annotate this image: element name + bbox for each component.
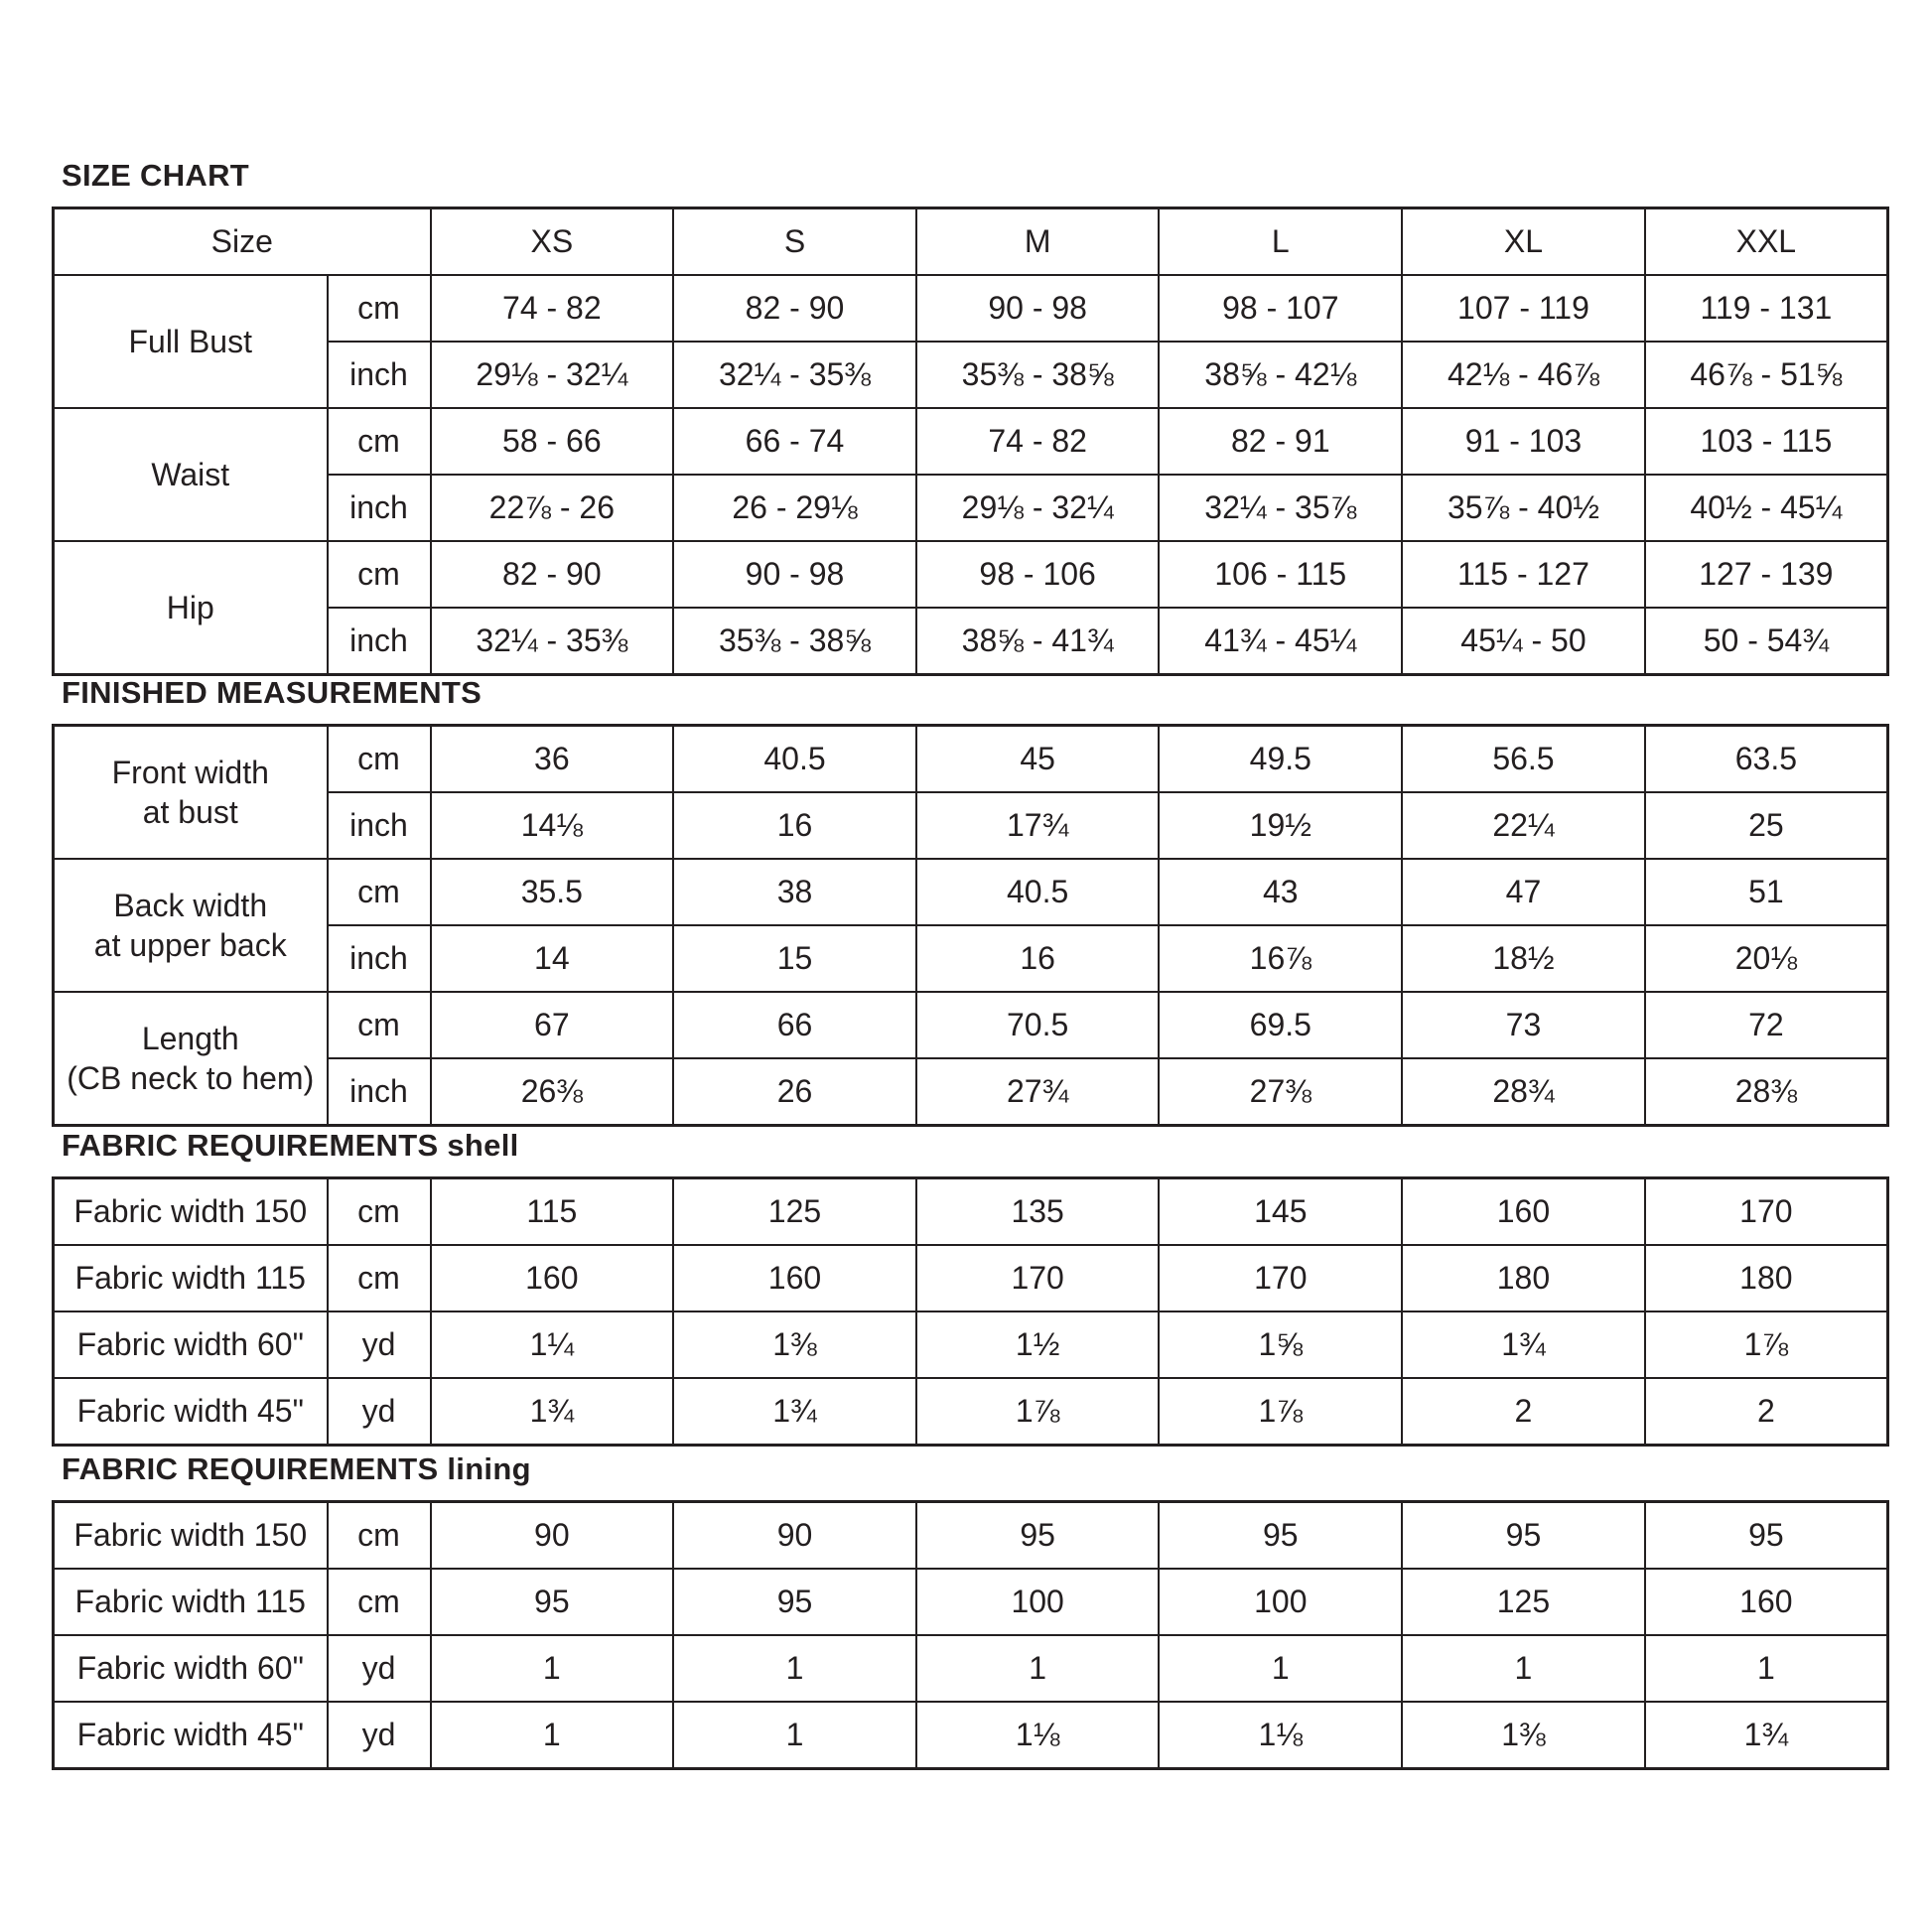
value-cell: 160 xyxy=(1402,1178,1645,1246)
value-cell: 38⅝ - 41¾ xyxy=(916,608,1160,675)
label-line: (CB neck to hem) xyxy=(67,1060,315,1096)
size-chart-title: SIZE CHART xyxy=(62,158,249,193)
fabric-shell-table xyxy=(52,1176,1889,1447)
value-cell: 40.5 xyxy=(673,726,916,793)
fabric-width-label: Fabric width 115 xyxy=(54,1569,328,1635)
value-cell: 180 xyxy=(1402,1245,1645,1311)
value-cell: 1⅝ xyxy=(1159,1311,1402,1378)
value-cell: 160 xyxy=(431,1245,674,1311)
value-cell: 27¾ xyxy=(916,1058,1160,1126)
value-cell: 69.5 xyxy=(1159,992,1402,1058)
measurement-label xyxy=(54,726,328,860)
value-cell: 29⅛ - 32¼ xyxy=(916,475,1160,541)
table-row xyxy=(54,1058,1888,1126)
value-cell: 100 xyxy=(1159,1569,1402,1635)
value-cell: 41¾ - 45¼ xyxy=(1159,608,1402,675)
unit-cell: cm xyxy=(328,1502,431,1570)
value-cell: 1¾ xyxy=(673,1378,916,1446)
table-row xyxy=(54,792,1888,859)
table-row xyxy=(54,608,1888,675)
value-cell: 98 - 106 xyxy=(916,541,1160,608)
value-cell: 1¾ xyxy=(431,1378,674,1446)
label-line: Front width xyxy=(111,755,269,790)
value-cell: 125 xyxy=(673,1178,916,1246)
value-cell: 125 xyxy=(1402,1569,1645,1635)
value-cell: 1 xyxy=(431,1635,674,1702)
unit-cell: cm xyxy=(328,1569,431,1635)
value-cell: 56.5 xyxy=(1402,726,1645,793)
unit-cell: cm xyxy=(328,859,431,925)
value-cell: 82 - 90 xyxy=(431,541,674,608)
value-cell: 28¾ xyxy=(1402,1058,1645,1126)
table-row xyxy=(54,1311,1888,1378)
value-cell: 119 - 131 xyxy=(1645,275,1888,342)
value-cell: 1⅛ xyxy=(1159,1702,1402,1769)
unit-cell: cm xyxy=(328,726,431,793)
value-cell: 32¼ - 35⅞ xyxy=(1159,475,1402,541)
value-cell: 51 xyxy=(1645,859,1888,925)
value-cell: 14⅛ xyxy=(431,792,674,859)
table-row xyxy=(54,1378,1888,1446)
fabric-width-label: Fabric width 150 xyxy=(54,1502,328,1570)
value-cell: 90 - 98 xyxy=(916,275,1160,342)
label-line: at bust xyxy=(142,794,238,830)
value-cell: 50 - 54¾ xyxy=(1645,608,1888,675)
value-cell: 45 xyxy=(916,726,1160,793)
fabric-width-label: Fabric width 60" xyxy=(54,1311,328,1378)
table-row xyxy=(54,925,1888,992)
value-cell: 1¾ xyxy=(1402,1311,1645,1378)
unit-cell: inch xyxy=(328,925,431,992)
size-header-label: Size xyxy=(54,208,431,276)
unit-cell: yd xyxy=(328,1702,431,1769)
value-cell: 22¼ xyxy=(1402,792,1645,859)
value-cell: 26 - 29⅛ xyxy=(673,475,916,541)
value-cell: 29⅛ - 32¼ xyxy=(431,342,674,408)
value-cell: 16⅞ xyxy=(1159,925,1402,992)
value-cell: 135 xyxy=(916,1178,1160,1246)
value-cell: 70.5 xyxy=(916,992,1160,1058)
value-cell: 66 - 74 xyxy=(673,408,916,475)
value-cell: 67 xyxy=(431,992,674,1058)
unit-cell: cm xyxy=(328,408,431,475)
value-cell: 145 xyxy=(1159,1178,1402,1246)
fabric-width-label: Fabric width 115 xyxy=(54,1245,328,1311)
value-cell: 107 - 119 xyxy=(1402,275,1645,342)
table-row xyxy=(54,992,1888,1058)
fabric-lining-title-main: FABRIC REQUIREMENTS xyxy=(62,1451,439,1486)
table-row xyxy=(54,1245,1888,1311)
finished-measurements-title: FINISHED MEASUREMENTS xyxy=(62,675,483,710)
table-row xyxy=(54,1502,1888,1570)
value-cell: 66 xyxy=(673,992,916,1058)
value-cell: 45¼ - 50 xyxy=(1402,608,1645,675)
value-cell: 73 xyxy=(1402,992,1645,1058)
value-cell: 1½ xyxy=(916,1311,1160,1378)
value-cell: 35.5 xyxy=(431,859,674,925)
label-line: at upper back xyxy=(93,927,287,963)
table-row xyxy=(54,726,1888,793)
value-cell: 35⅞ - 40½ xyxy=(1402,475,1645,541)
value-cell: 43 xyxy=(1159,859,1402,925)
value-cell: 100 xyxy=(916,1569,1160,1635)
value-cell: 63.5 xyxy=(1645,726,1888,793)
value-cell: 1⅞ xyxy=(1159,1378,1402,1446)
value-cell: 14 xyxy=(431,925,674,992)
value-cell: 106 - 115 xyxy=(1159,541,1402,608)
value-cell: 18½ xyxy=(1402,925,1645,992)
fabric-width-label: Fabric width 45" xyxy=(54,1378,328,1446)
value-cell: 38 xyxy=(673,859,916,925)
value-cell: 91 - 103 xyxy=(1402,408,1645,475)
value-cell: 170 xyxy=(916,1245,1160,1311)
value-cell: 95 xyxy=(1159,1502,1402,1570)
value-cell: 58 - 66 xyxy=(431,408,674,475)
value-cell: 160 xyxy=(673,1245,916,1311)
value-cell: 15 xyxy=(673,925,916,992)
value-cell: 160 xyxy=(1645,1569,1888,1635)
value-cell: 90 xyxy=(431,1502,674,1570)
value-cell: 1 xyxy=(916,1635,1160,1702)
size-header-cell: XL xyxy=(1402,208,1645,276)
table-row xyxy=(54,1569,1888,1635)
value-cell: 95 xyxy=(673,1569,916,1635)
measurement-label xyxy=(54,859,328,992)
value-cell: 27⅜ xyxy=(1159,1058,1402,1126)
label-line: Back width xyxy=(113,888,268,923)
unit-cell: inch xyxy=(328,475,431,541)
fabric-width-label: Fabric width 60" xyxy=(54,1635,328,1702)
table-row xyxy=(54,475,1888,541)
value-cell: 1⅞ xyxy=(1645,1311,1888,1378)
value-cell: 90 - 98 xyxy=(673,541,916,608)
fabric-shell-title-main: FABRIC REQUIREMENTS xyxy=(62,1128,439,1163)
value-cell: 16 xyxy=(673,792,916,859)
unit-cell: yd xyxy=(328,1378,431,1446)
fabric-shell-title-suffix: shell xyxy=(447,1128,519,1163)
unit-cell: inch xyxy=(328,342,431,408)
measurement-label: Full Bust xyxy=(54,275,328,408)
value-cell: 25 xyxy=(1645,792,1888,859)
value-cell: 74 - 82 xyxy=(916,408,1160,475)
value-cell: 95 xyxy=(1402,1502,1645,1570)
table-row xyxy=(54,1702,1888,1769)
table-row xyxy=(54,541,1888,608)
table-row xyxy=(54,408,1888,475)
value-cell: 40½ - 45¼ xyxy=(1645,475,1888,541)
value-cell: 1¼ xyxy=(431,1311,674,1378)
fabric-shell-title xyxy=(62,1127,519,1165)
value-cell: 36 xyxy=(431,726,674,793)
fabric-width-label: Fabric width 45" xyxy=(54,1702,328,1769)
fabric-lining-table xyxy=(52,1500,1889,1770)
value-cell: 19½ xyxy=(1159,792,1402,859)
value-cell: 38⅝ - 42⅛ xyxy=(1159,342,1402,408)
value-cell: 115 - 127 xyxy=(1402,541,1645,608)
value-cell: 95 xyxy=(431,1569,674,1635)
table-row xyxy=(54,342,1888,408)
unit-cell: yd xyxy=(328,1635,431,1702)
value-cell: 170 xyxy=(1645,1178,1888,1246)
value-cell: 127 - 139 xyxy=(1645,541,1888,608)
value-cell: 1⅜ xyxy=(1402,1702,1645,1769)
value-cell: 1 xyxy=(1402,1635,1645,1702)
fabric-lining-title-suffix: lining xyxy=(447,1451,531,1486)
unit-cell: cm xyxy=(328,1245,431,1311)
unit-cell: cm xyxy=(328,1178,431,1246)
table-row xyxy=(54,275,1888,342)
size-header-cell: M xyxy=(916,208,1160,276)
fabric-width-label: Fabric width 150 xyxy=(54,1178,328,1246)
size-header-cell: XXL xyxy=(1645,208,1888,276)
value-cell: 90 xyxy=(673,1502,916,1570)
value-cell: 32¼ - 35⅜ xyxy=(673,342,916,408)
measurement-label: Waist xyxy=(54,408,328,541)
unit-cell: yd xyxy=(328,1311,431,1378)
value-cell: 16 xyxy=(916,925,1160,992)
value-cell: 180 xyxy=(1645,1245,1888,1311)
size-header-cell: XS xyxy=(431,208,674,276)
value-cell: 98 - 107 xyxy=(1159,275,1402,342)
value-cell: 82 - 91 xyxy=(1159,408,1402,475)
value-cell: 170 xyxy=(1159,1245,1402,1311)
value-cell: 1 xyxy=(431,1702,674,1769)
value-cell: 42⅛ - 46⅞ xyxy=(1402,342,1645,408)
unit-cell: inch xyxy=(328,1058,431,1126)
value-cell: 2 xyxy=(1645,1378,1888,1446)
value-cell: 1 xyxy=(673,1635,916,1702)
value-cell: 46⅞ - 51⅝ xyxy=(1645,342,1888,408)
value-cell: 28⅜ xyxy=(1645,1058,1888,1126)
unit-cell: cm xyxy=(328,275,431,342)
label-line: Length xyxy=(141,1021,239,1056)
value-cell: 2 xyxy=(1402,1378,1645,1446)
finished-measurements-table xyxy=(52,724,1889,1127)
unit-cell: cm xyxy=(328,541,431,608)
value-cell: 1¾ xyxy=(1645,1702,1888,1769)
size-chart-table xyxy=(52,207,1889,676)
value-cell: 22⅞ - 26 xyxy=(431,475,674,541)
unit-cell: cm xyxy=(328,992,431,1058)
value-cell: 40.5 xyxy=(916,859,1160,925)
table-row xyxy=(54,1635,1888,1702)
value-cell: 26 xyxy=(673,1058,916,1126)
fabric-lining-title xyxy=(62,1450,531,1488)
value-cell: 1⅜ xyxy=(673,1311,916,1378)
value-cell: 32¼ - 35⅜ xyxy=(431,608,674,675)
measurement-label xyxy=(54,992,328,1126)
table-row xyxy=(54,859,1888,925)
size-header-row xyxy=(54,208,1888,276)
value-cell: 72 xyxy=(1645,992,1888,1058)
value-cell: 20⅛ xyxy=(1645,925,1888,992)
size-header-cell: S xyxy=(673,208,916,276)
value-cell: 35⅜ - 38⅝ xyxy=(673,608,916,675)
value-cell: 82 - 90 xyxy=(673,275,916,342)
unit-cell: inch xyxy=(328,792,431,859)
value-cell: 103 - 115 xyxy=(1645,408,1888,475)
measurement-label: Hip xyxy=(54,541,328,675)
value-cell: 49.5 xyxy=(1159,726,1402,793)
value-cell: 95 xyxy=(1645,1502,1888,1570)
value-cell: 1⅞ xyxy=(916,1378,1160,1446)
size-header-cell: L xyxy=(1159,208,1402,276)
value-cell: 1 xyxy=(1645,1635,1888,1702)
value-cell: 1 xyxy=(1159,1635,1402,1702)
table-row xyxy=(54,1178,1888,1246)
value-cell: 1⅛ xyxy=(916,1702,1160,1769)
value-cell: 35⅜ - 38⅝ xyxy=(916,342,1160,408)
value-cell: 1 xyxy=(673,1702,916,1769)
value-cell: 74 - 82 xyxy=(431,275,674,342)
value-cell: 17¾ xyxy=(916,792,1160,859)
value-cell: 115 xyxy=(431,1178,674,1246)
value-cell: 95 xyxy=(916,1502,1160,1570)
unit-cell: inch xyxy=(328,608,431,675)
value-cell: 47 xyxy=(1402,859,1645,925)
value-cell: 26⅜ xyxy=(431,1058,674,1126)
